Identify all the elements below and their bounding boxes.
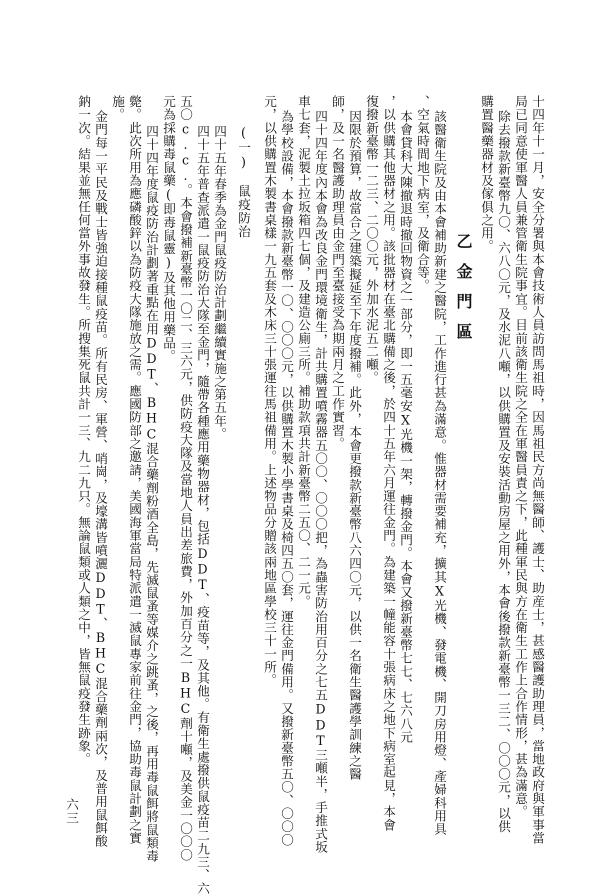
text-column xyxy=(381,0,395,876)
text-column xyxy=(110,0,124,876)
text-column xyxy=(127,0,141,876)
column-text: 十四年十一月，安全分署與本會技術人員訪問馬祖時，因馬祖民方尚無醫師、護士、助産士，甚感醫護助理員，當地政府與軍事當 xyxy=(530,95,545,845)
text-column xyxy=(262,0,276,876)
column-text: 車七套，泥製土拉坂箱四七個，及建造公廁三所。補助款項共計新臺幣二五〇、二一元。 xyxy=(296,95,311,608)
subsection-heading xyxy=(236,0,250,876)
column-text: 元為採購毒鼠藥(即毒鼠靈)及其他用藥品。 xyxy=(161,95,176,363)
text-column xyxy=(195,0,210,895)
column-text: 四十四年度鼠疫防治計劃著重點在用DDT、BHC混合藥劑粉酒全島，先滅鼠蚤等媒介之跳蚤，之後，再用毒鼠餌將鼠類毒 xyxy=(144,125,159,863)
page-number: 六三 xyxy=(64,798,79,826)
column-text: 師，及一名醫護助理員由金門至臺接受為期兩月之工作實習。 xyxy=(330,95,345,451)
text-column xyxy=(144,0,158,876)
column-text: 復撥新臺幣一二三、二〇〇元，外加水泥五二噸。 xyxy=(364,95,379,385)
text-column xyxy=(93,0,107,876)
text-column xyxy=(432,0,446,876)
text-column xyxy=(496,0,510,876)
text-column xyxy=(313,0,327,876)
column-text: 局已同意使軍醫人員兼管衛生院事宜。目前該衛生院之全在軍醫員責之下，此種軍民與方在衛生工作上合作情形，甚為滿意。 xyxy=(513,95,528,819)
column-text: 四十四年度內本會為改良金門環境衛生，計共購置噴霧器五〇〇、〇〇〇把，為蟲害防治用百分之七五DDT三噸半，手推式坂 xyxy=(313,110,328,854)
text-column xyxy=(364,0,378,876)
column-text: 該醫衛生院及由本會補助新建之醫院，工作進行甚為滿意。惟器材需要補充，擴其X光機、發電機、開刀房用燈、產婦科用具 xyxy=(432,110,447,836)
text-column xyxy=(415,0,429,876)
column-text: 本會貸科大陳撤退時撤回物資之一部分，即一五毫安X光機一架，轉撥金門。本會又撥新臺幣七七、七六八元 xyxy=(398,110,413,744)
text-column xyxy=(398,0,412,876)
column-text: 為學校設備，本會撥款新臺幣一〇、〇〇〇元，以供購置木製小學書桌及椅四五〇套，運往金門備用。又撥新臺幣五〇、〇〇〇 xyxy=(279,110,294,847)
text-column xyxy=(212,0,226,876)
column-text: 五〇c.c.。本會撥補新臺幣一〇二、三六元，供防疫大隊及當地人員出差旅費，外加百分之一BHC劑十噸，及美金一〇〇〇 xyxy=(178,95,193,862)
column-text: 四十五年普查派遣一鼠疫防治大隊至金門，隨帶各種應用藥物器材，包括DDT、疫苗等，及其他。有衛生處撥供鼠疫苗二九三、六 xyxy=(195,125,210,895)
text-column xyxy=(178,0,192,876)
text-column xyxy=(76,0,90,876)
text-column xyxy=(330,0,344,876)
text-column xyxy=(347,0,361,876)
column-text: 四十五年春季為金門鼠疫防治計劃繼續實施之第五年。 xyxy=(212,125,227,441)
column-text: 、空氣時間地下病室，及衛合等。 xyxy=(415,95,430,293)
text-column xyxy=(513,0,527,876)
section-heading xyxy=(454,0,473,876)
text-column xyxy=(479,0,493,876)
text-column xyxy=(530,0,544,876)
text-column xyxy=(296,0,310,876)
column-text: 斃。此次所用為應磷酸鋅以為防疫大隊施放之需。應國防部之邀請，美國海軍當局特派遣一滅鼠專家前往金門，協助毒鼠計劃之實 xyxy=(127,95,142,845)
column-text: 鈉一次。結果並無任何當外事故發生。所搜集死鼠共計一三、九二九只。無論鼠類或人類之中，皆無鼠疫發生跡象。 xyxy=(76,95,91,766)
column-text: 乙金門區 xyxy=(454,233,473,353)
column-text: 購置醫藥器材及傢俱之用。 xyxy=(479,95,494,253)
column-text: (一) 鼠疫防治 xyxy=(236,125,251,239)
text-column xyxy=(161,0,175,876)
column-text: 除去撥款新臺幣九〇、六八〇元，及水泥八噸，以供購置及安裝活動房屋之用外，本會後撥款新臺幣一三二、〇〇〇元，以供 xyxy=(496,110,511,834)
column-text: ，以供購其他器材之用。該批器材在臺北購備之後，於四十五年六月運往金門。為建築一幢能容十張病床之地下病室起見，本會 xyxy=(381,95,396,832)
column-text: 金門每一平民及戰士皆強迫接種鼠疫苗。所有民房、軍營、哨崗，及壕溝皆噴灑DDT、BHC混合藥劑兩次，及普用鼠餌酸 xyxy=(93,110,108,848)
column-text: 因限於預算，故當合之建築擬延至下年度撥補。此外，本會更撥款新臺幣八六四〇元，以供一名衛生醫護學訓練之醫 xyxy=(347,110,362,781)
text-column xyxy=(279,0,293,876)
column-text: 元，以供購置木製書桌樣一九五套及木床三十張運往馬祖備用。上述物品分贈該兩地區學校三十一所。 xyxy=(262,95,277,687)
column-text: 施。 xyxy=(110,95,125,122)
